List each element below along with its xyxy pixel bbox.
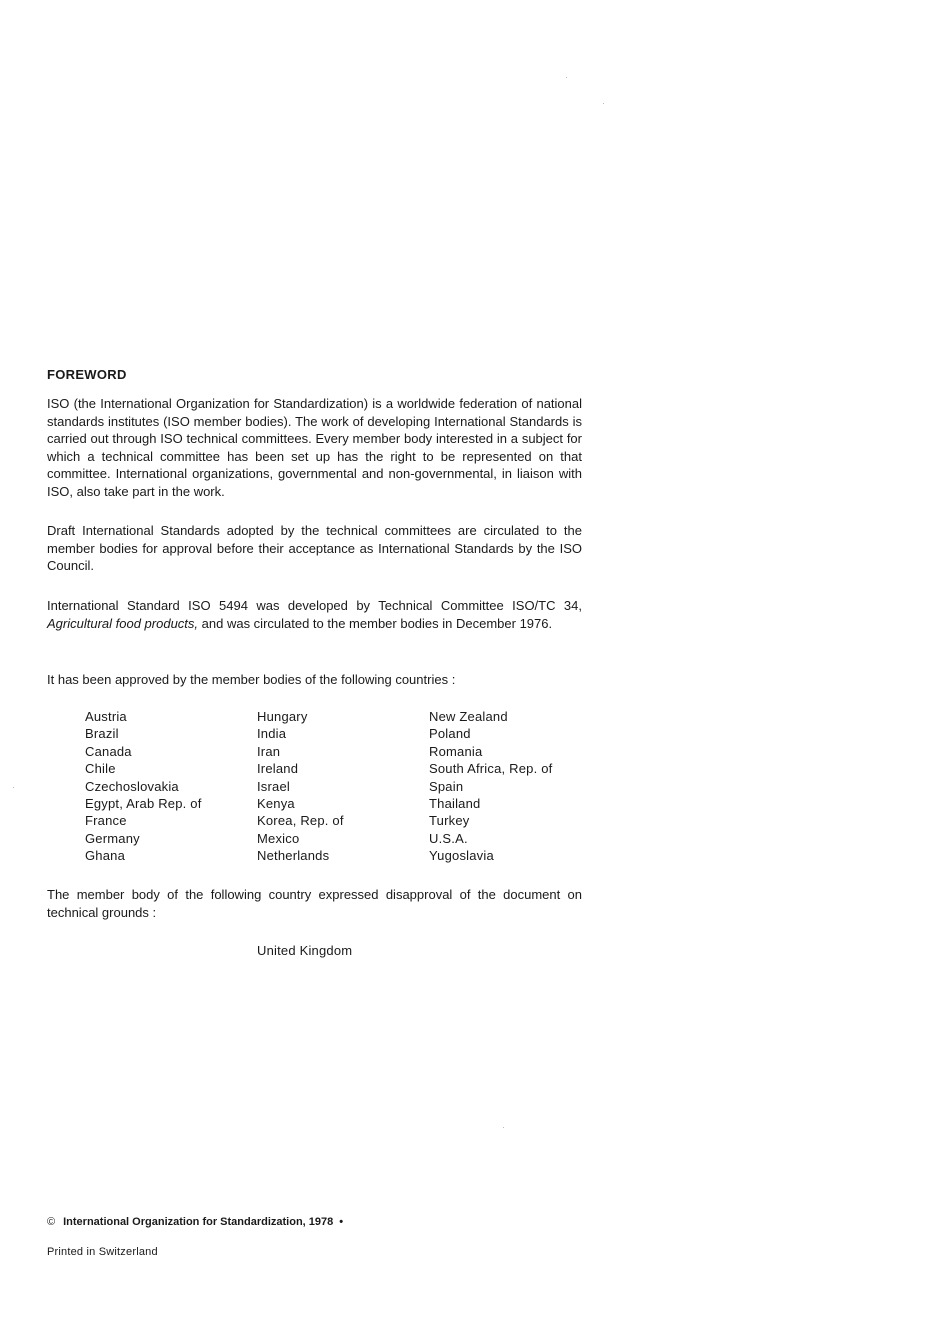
approving-countries-column-3 (429, 708, 552, 865)
scan-speck (503, 1127, 504, 1128)
country-name: Iran (257, 743, 281, 759)
country-name: Egypt, Arab Rep. of (85, 796, 202, 812)
country-name: Yugoslavia (429, 848, 494, 864)
country-name: Turkey (429, 813, 470, 829)
country-name: Canada (85, 743, 132, 759)
approving-countries-column-1 (85, 708, 202, 865)
foreword-heading: FOREWORD (47, 367, 127, 382)
printed-in-line: Printed in Switzerland (47, 1246, 158, 1258)
country-name: Romania (429, 743, 483, 759)
country-name: New Zealand (429, 709, 508, 724)
approving-countries-column-2 (257, 708, 344, 865)
copyright-symbol: © (47, 1216, 56, 1228)
country-name: Poland (429, 726, 471, 742)
country-name: Korea, Rep. of (257, 813, 344, 829)
country-name: South Africa, Rep. of (429, 761, 553, 777)
copyright-text: International Organization for Standardization, 1978 (63, 1216, 334, 1228)
country-name: Hungary (257, 709, 308, 724)
bullet-mark: • (339, 1216, 344, 1228)
country-name: Thailand (429, 796, 481, 812)
country-name: France (85, 813, 127, 829)
scan-speck (566, 77, 567, 78)
foreword-paragraph-disapproval: The member body of the following country expressed disapproval of the document on technical grounds : (47, 887, 582, 920)
country-name: Netherlands (257, 848, 330, 864)
country-name: India (257, 726, 287, 742)
country-name: Brazil (85, 726, 119, 742)
country-name: Chile (85, 761, 116, 777)
country-name: Israel (257, 778, 290, 794)
development-text-start: International Standard ISO 5494 was developed by Technical Committee ISO/TC 34, (47, 598, 582, 613)
country-name: U.S.A. (429, 830, 468, 846)
scan-speck (13, 787, 14, 788)
foreword-paragraph-draft-standards: Draft International Standards adopted by the technical committees are circulated to the member bodies for approval before their acceptance as International Standards by the ISO Council. (47, 523, 582, 574)
country-name: Czechoslovakia (85, 778, 179, 794)
country-name: Kenya (257, 796, 295, 812)
country-name: Ghana (85, 848, 126, 864)
country-name: Spain (429, 778, 464, 794)
country-name: Austria (85, 709, 127, 724)
disapproving-country: United Kingdom (257, 943, 353, 958)
copyright-line (47, 1216, 343, 1228)
foreword-paragraph-iso-intro: ISO (the International Organization for Standardization) is a worldwide federation of national standards institutes (ISO member bodies). The work of developing International Standards is carried out through ISO technical committees. Every member body interested in a subject for which a technical committee has been set up has the right to be represented on that committee. International organizations, governmental and non-governmental, in liaison with ISO, also take part in the work. (47, 396, 582, 499)
scan-speck (603, 103, 604, 104)
development-text-end: and was circulated to the member bodies in December 1976. (198, 615, 553, 631)
country-name: Germany (85, 830, 140, 846)
foreword-paragraph-approval: It has been approved by the member bodies of the following countries : (47, 672, 456, 687)
committee-title-italic: Agricultural food products, (47, 615, 199, 631)
country-name: Mexico (257, 830, 300, 846)
country-name: Ireland (257, 761, 299, 777)
foreword-paragraph-development (47, 597, 582, 632)
